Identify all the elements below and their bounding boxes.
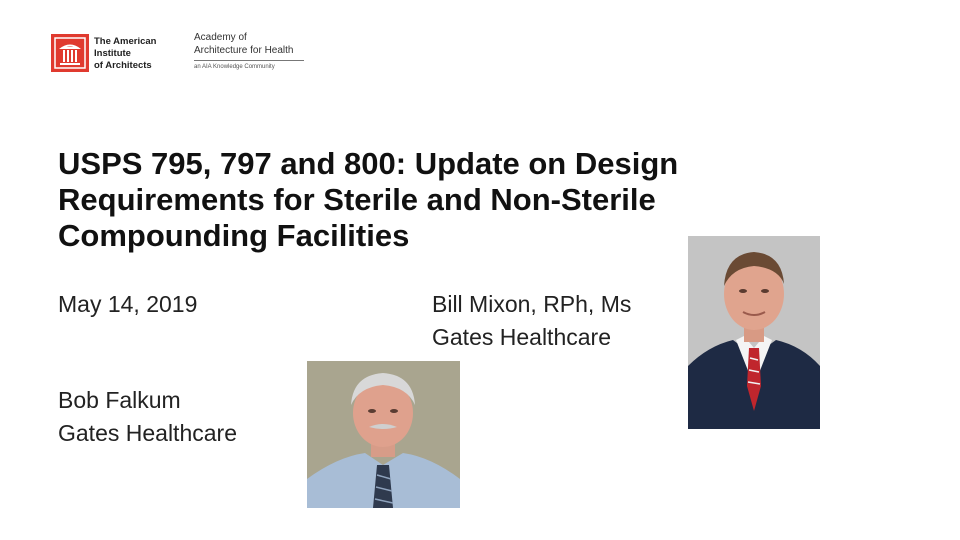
academy-logo (194, 32, 314, 71)
presenter-falkum-org: Gates Healthcare (58, 420, 237, 446)
presenter-mixon-name: Bill Mixon, RPh, Ms (432, 291, 632, 317)
academy-logo-line-2: Architecture for Health (194, 44, 294, 56)
presenter-falkum-photo (307, 361, 460, 508)
presenter-mixon (432, 288, 631, 354)
academy-logo-divider (194, 60, 304, 61)
aia-logo-text (94, 36, 174, 72)
academy-logo-tagline: an AIA Knowledge Community (194, 64, 275, 70)
aia-logo-line-3: of Architects (94, 60, 152, 71)
aia-logo-line-2: Institute (94, 48, 131, 59)
academy-logo-line-1: Academy of (194, 32, 247, 43)
slide-title-line-1: USPS 795, 797 and 800: Update on Design (58, 146, 679, 181)
slide-title-line-3: Compounding Facilities (58, 218, 410, 253)
presenter-falkum-name: Bob Falkum (58, 387, 181, 413)
presentation-date: May 14, 2019 (58, 291, 198, 317)
aia-eagle-column-logo-icon (51, 34, 89, 72)
aia-logo-line-1: The American (94, 36, 157, 47)
presenter-falkum (58, 384, 237, 450)
slide-title-line-2: Requirements for Sterile and Non-Sterile (58, 182, 656, 217)
presenter-mixon-org: Gates Healthcare (432, 324, 611, 350)
presenter-mixon-photo (688, 236, 820, 429)
